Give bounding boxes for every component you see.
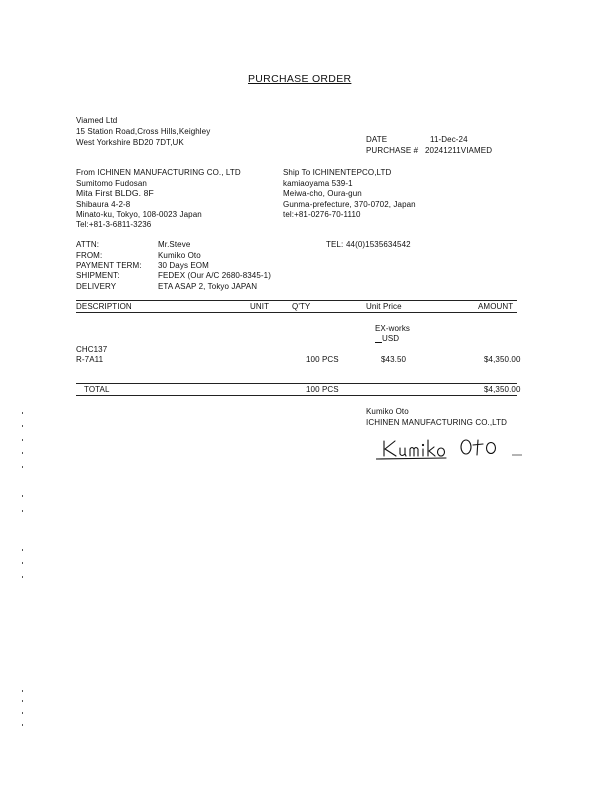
ship-to-line: kamiaoyama 539-1 [283,179,353,188]
purchase-number-value: 20241211VIAMED [425,146,493,155]
ship-to-line: tel:+81-0276-70-1110 [283,210,361,219]
attn-label: ATTN: [76,240,100,249]
ship-to-line: Gunma-prefecture, 370-0702, Japan [283,200,416,209]
header-unit-price: Unit Price [366,302,402,311]
tel-label: TEL: [326,240,344,249]
ship-to-line: Meiwa-cho, Oura-gun [283,189,362,198]
payment-term-label: PAYMENT TERM: [76,261,142,270]
table-header-rule [76,312,517,313]
handwritten-signature [376,434,526,464]
header-amount: AMOUNT [478,302,514,311]
total-bottom-rule [76,395,517,396]
from-line: Shibaura 4-2-8 [76,200,131,209]
attn-value: Mr.Steve [158,240,191,249]
delivery-label: DELIVERY [76,282,117,291]
date-label: DATE [366,135,388,144]
header-description: DESCRIPTION [76,302,132,311]
tel-value: 44(0)1535634542 [346,240,411,249]
currency-code: USD [381,334,400,343]
total-amount: $4,350.00 [484,385,521,394]
from-line: ICHINEN MANUFACTURING CO., LTD [97,168,241,177]
buyer-address-line-1: 15 Station Road,Cross Hills,Keighley [76,127,211,136]
shipment-label: SHIPMENT: [76,271,120,280]
from-block [76,168,241,178]
total-top-rule [76,383,517,384]
item-code: CHC137 [76,345,108,354]
from-label: From [76,168,96,177]
header-unit: UNIT [250,302,270,311]
ship-to-label: Ship To [283,168,311,177]
buyer-address-line-2: West Yorkshire BD20 7DT,UK [76,138,184,147]
buyer-name: Viamed Ltd [76,116,118,125]
total-qty: 100 PCS [306,385,339,394]
from-contact-value: Kumiko Oto [158,251,201,260]
table-top-rule [76,300,517,301]
shipment-value: FEDEX (Our A/C 2680-8345-1) [158,271,271,280]
signatory-name: Kumiko Oto [366,407,409,416]
purchase-number-label: PURCHASE # [366,146,419,155]
item-qty: 100 PCS [306,355,339,364]
signatory-company: ICHINEN MANUFACTURING CO.,LTD [366,418,507,427]
total-label: TOTAL [84,385,110,394]
page-title: PURCHASE ORDER [248,73,352,85]
item-unit-price: $43.50 [381,355,407,364]
from-contact-label: FROM: [76,251,103,260]
currency [375,334,399,344]
date-value: 11-Dec-24 [430,135,468,144]
from-line: Minato-ku, Tokyo, 108-0023 Japan [76,210,202,219]
from-line: Sumitomo Fudosan [76,179,147,188]
payment-term-value: 30 Days EOM [158,261,209,270]
delivery-value: ETA ASAP 2, Tokyo JAPAN [158,282,258,291]
price-basis: EX-works [375,324,411,333]
ship-to-line: ICHINENTEPCO,LTD [312,168,392,177]
from-line: Tel:+81-3-6811-3236 [76,220,152,229]
item-description: R-7A11 [76,355,104,364]
from-line: Mita First BLDG. 8F [76,188,154,198]
header-qty: Q'TY [292,302,311,311]
ship-to-block [283,168,391,178]
item-amount: $4,350.00 [484,355,521,364]
